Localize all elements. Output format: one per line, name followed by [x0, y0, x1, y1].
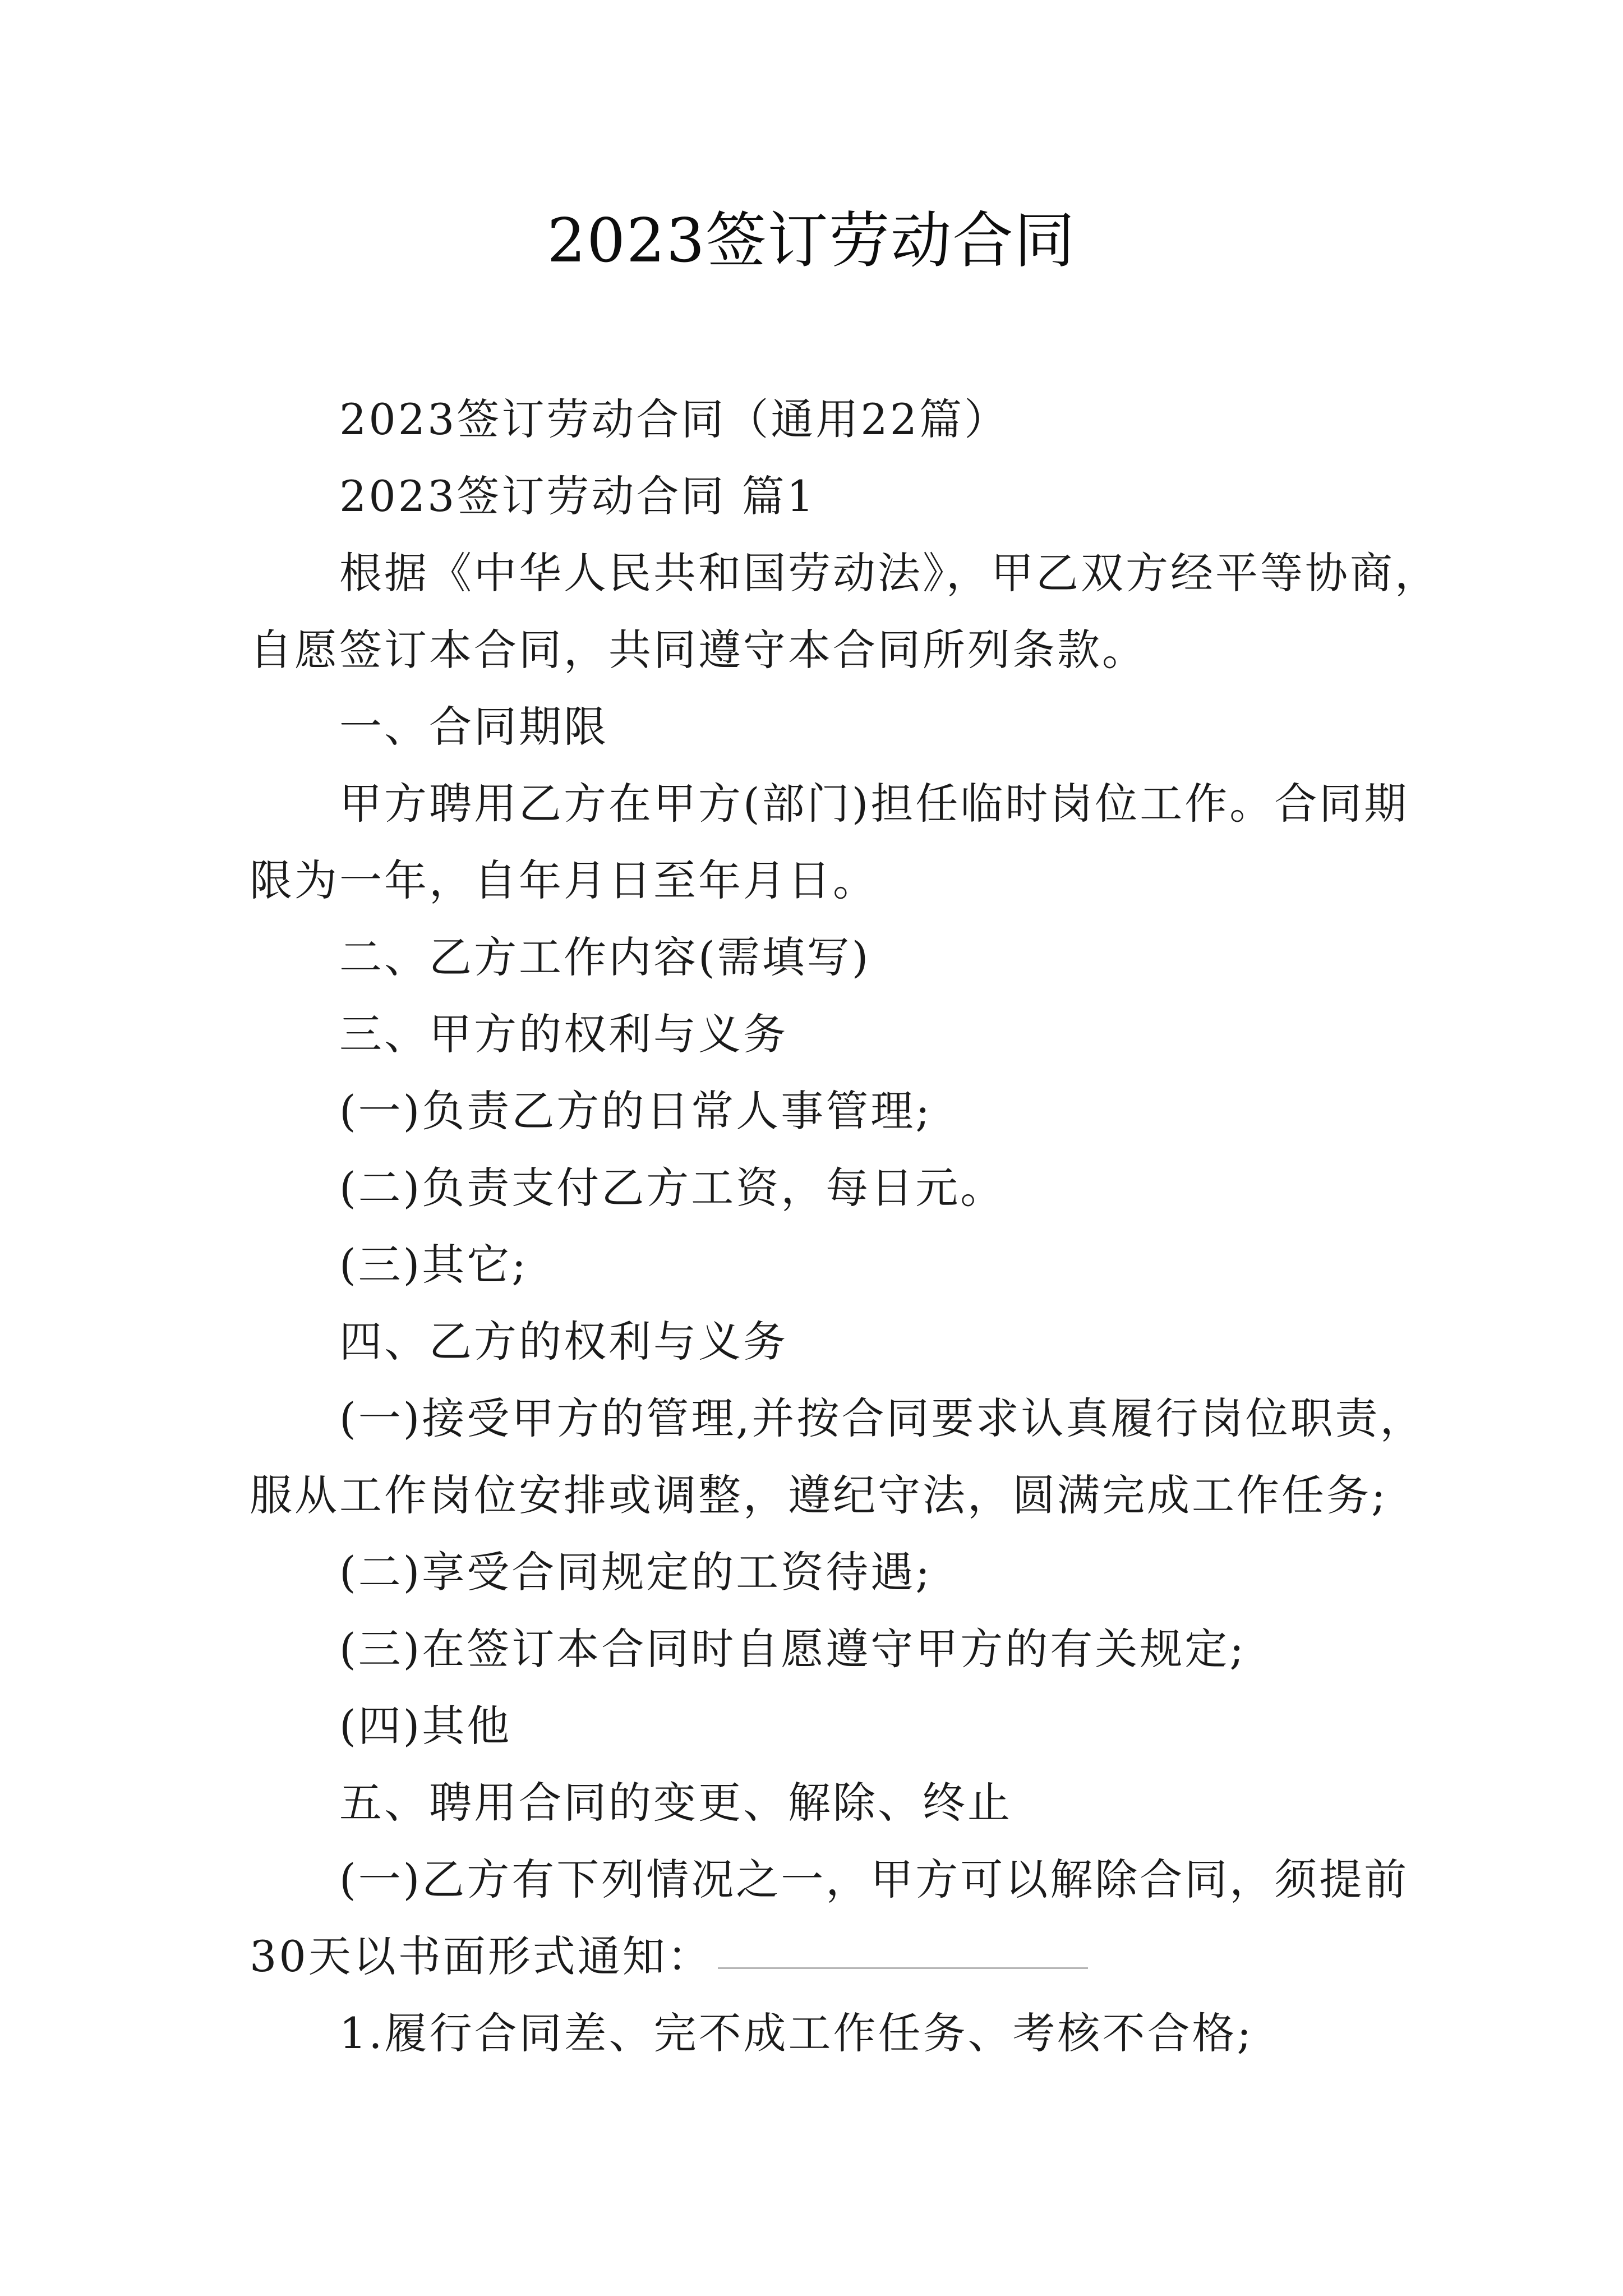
paragraph-line: (三)其它;	[339, 1240, 528, 1290]
list-item	[250, 1687, 1394, 1764]
paragraph-line: (一)接受甲方的管理,并按合同要求认真履行岗位职责，	[339, 1393, 1425, 1443]
paragraph-line: 二、乙方工作内容(需填写)	[339, 932, 871, 982]
paragraph-line: 甲方聘用乙方在甲方(部门)担任临时岗位工作。合同期	[339, 779, 1409, 829]
section-heading-termination	[250, 1764, 1394, 1841]
section-heading-work-content	[250, 919, 1394, 996]
paragraph-line: 2023签订劳动合同 篇1	[339, 471, 816, 521]
list-item	[250, 1149, 1394, 1226]
list-item	[250, 1380, 1425, 1534]
paragraph-line: 一、合同期限	[339, 702, 608, 752]
paragraph-line: 限为一年，自年月日至年月日。	[250, 855, 878, 905]
paragraph-line: 2023签订劳动合同（通用22篇）	[339, 394, 1009, 444]
paragraph-line: 1.履行合同差、完不成工作任务、考核不合格;	[339, 2008, 1254, 2058]
paragraph-line: (三)在签订本合同时自愿遵守甲方的有关规定;	[339, 1624, 1246, 1674]
list-item	[250, 1073, 1394, 1149]
list-item	[250, 1226, 1394, 1303]
paragraph-heading-part-1	[250, 458, 1394, 535]
paragraph-line: 四、乙方的权利与义务	[339, 1317, 788, 1366]
paragraph-line-with-blank	[160, 1918, 1394, 1995]
document-title: 2023签订劳动合同	[547, 206, 1076, 276]
document-body	[250, 381, 1440, 2072]
list-item	[250, 1534, 1394, 1611]
paragraph-line: 服从工作岗位安排或调整，遵纪守法，圆满完成工作任务;	[250, 1470, 1388, 1520]
paragraph-heading-general	[250, 381, 1394, 458]
paragraph-line: (二)享受合同规定的工资待遇;	[339, 1547, 932, 1597]
paragraph-line: (四)其他	[339, 1701, 512, 1751]
section-heading-party-a-rights	[250, 996, 1394, 1073]
list-item	[250, 1995, 1394, 2072]
paragraph-line: 根据《中华人民共和国劳动法》，甲乙双方经平等协商，	[339, 548, 1440, 598]
paragraph-term-detail	[250, 765, 1409, 919]
paragraph-line: 三、甲方的权利与义务	[339, 1009, 788, 1059]
section-heading-party-b-rights	[250, 1303, 1394, 1380]
list-item	[250, 1611, 1394, 1687]
paragraph-line: (一)负责乙方的日常人事管理;	[339, 1086, 932, 1136]
paragraph-line-text: 30天以书面形式通知：	[250, 1931, 712, 1981]
section-heading-term	[250, 688, 1394, 765]
paragraph-line: (一)乙方有下列情况之一，甲方可以解除合同，须提前	[339, 1855, 1409, 1904]
fill-in-blank-line	[718, 1967, 1088, 1969]
list-item	[250, 1841, 1409, 1995]
paragraph-line: 五、聘用合同的变更、解除、终止	[339, 1778, 1012, 1828]
paragraph-preamble	[250, 535, 1440, 688]
paragraph-line: 自愿签订本合同，共同遵守本合同所列条款。	[250, 625, 1147, 675]
paragraph-line: (二)负责支付乙方工资，每日元。	[339, 1163, 1006, 1213]
